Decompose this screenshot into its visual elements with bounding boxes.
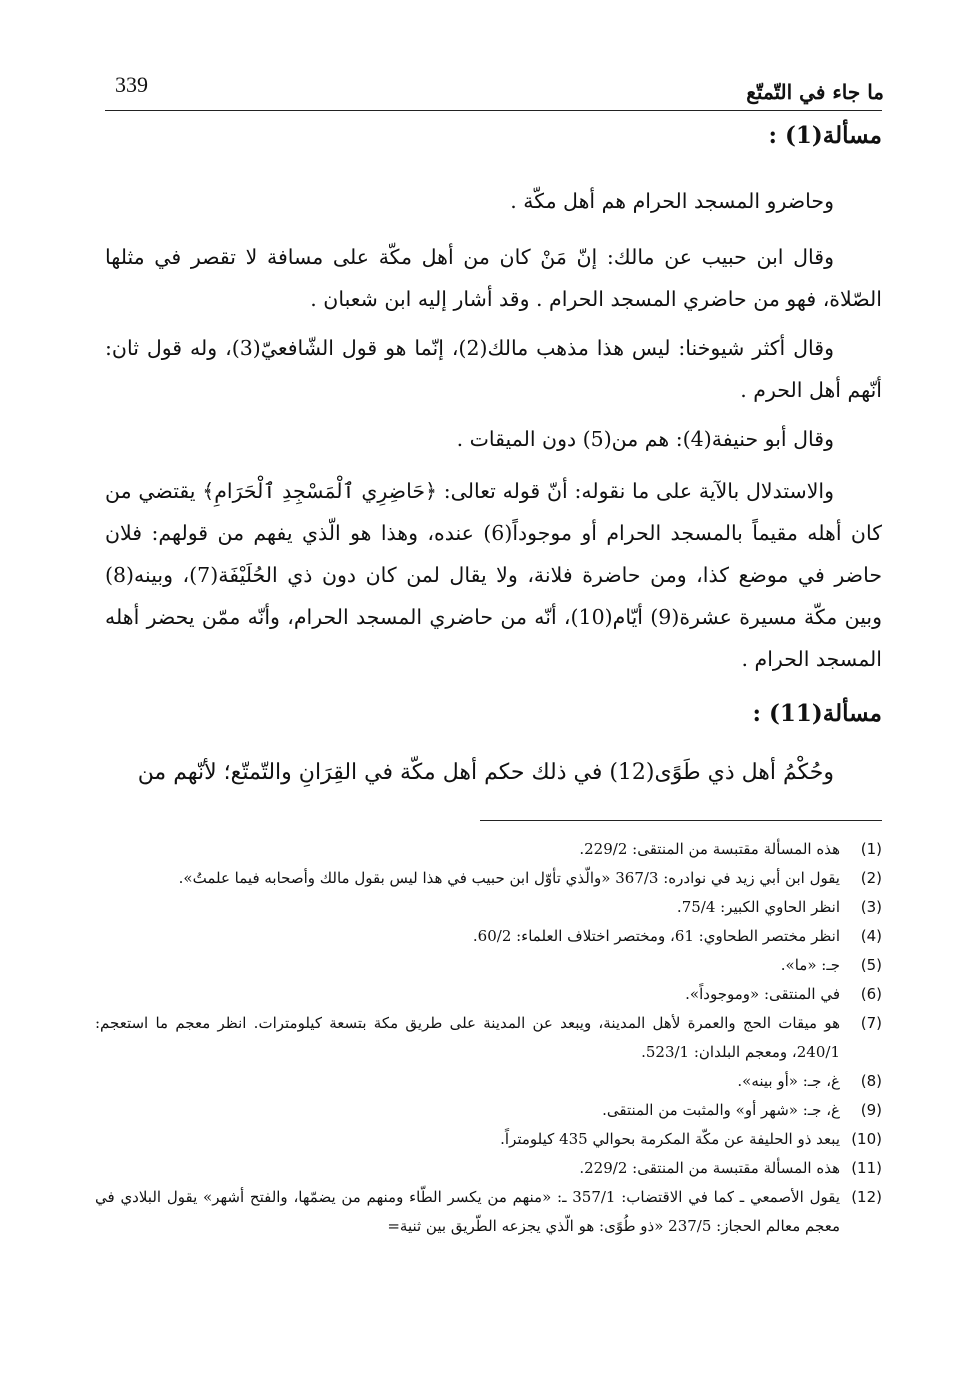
- footnote-text: يقول الأصمعي ـ كما في الاقتضاب: 357/1 ـ: «منهم من يكسر الطّاء ومنهم من يضمّها، والفتح أشهر» يقول البلادي في معجم معالم الحجاز: 237/5 «ذو طُوًى: هو الّذي يجزعه الطّريق بين ثنية=: [95, 1188, 840, 1235]
- footnote-text: انظر الحاوي الكبير: 75/4.: [676, 898, 840, 916]
- paragraph-text: وقال ابن حبيب عن مالك: إنّ مَنْ كان من أهل مكّة على مسافة لا تقصر في مثلها الصّلاة، فهو من حاضري المسجد الحرام . وقد أشار إليه ابن شعبان .: [105, 245, 882, 311]
- footnote-item: [95, 1009, 882, 1067]
- paragraph-6: [105, 752, 882, 794]
- footnote-text: هذه المسألة مقتبسة من المنتقى: 229/2.: [579, 1159, 840, 1177]
- paragraph-4: [105, 418, 882, 460]
- footnotes-list: [95, 835, 882, 1241]
- paragraph-5: [105, 470, 882, 680]
- footnote-text: غ، جـ: «أو بينه».: [737, 1072, 840, 1090]
- paragraph-text: وقال أكثر شيوخنا: ليس هذا مذهب مالك(2)، إنّما هو قول الشّافعيّ(3)، وله قول ثان: أنّهم أهل الحرم .: [105, 336, 882, 402]
- footnote-text: غ، جـ: «شهر أو» والمثبت من المنتقى.: [602, 1101, 840, 1119]
- section-heading-masala-1: [105, 122, 882, 149]
- footnote-text: جـ: «ما».: [780, 956, 840, 974]
- footnote-item: [95, 893, 882, 922]
- footnote-number: (11): [851, 1159, 882, 1177]
- footnote-item: [95, 835, 882, 864]
- footnote-item: [95, 1154, 882, 1183]
- header-divider: [105, 110, 882, 111]
- footnote-number: (12): [851, 1188, 882, 1206]
- footnote-item: [95, 864, 882, 893]
- footnote-number: (5): [860, 956, 882, 974]
- paragraph-2: [105, 236, 882, 320]
- footnote-item: [95, 1067, 882, 1096]
- footnote-number: (2): [860, 869, 882, 887]
- footnote-number: (10): [851, 1130, 882, 1148]
- paragraph-text: وحاضرو المسجد الحرام هم أهل مكّة .: [510, 189, 834, 213]
- footnote-item: [95, 1096, 882, 1125]
- footnote-text: يبعد ذو الحليفة عن مكّة المكرمة بحوالي 435 كيلومتراً.: [500, 1130, 840, 1148]
- footnote-divider: [480, 820, 882, 821]
- masala-heading: مسألة(11) :: [752, 700, 882, 727]
- footnote-number: (8): [860, 1072, 882, 1090]
- footnote-item: [95, 951, 882, 980]
- footnote-text: انظر مختصر الطحاوي: 61، ومختصر اختلاف العلماء: 60/2.: [472, 927, 840, 945]
- footnote-number: (9): [860, 1101, 882, 1119]
- footnote-text: هو ميقات الحج والعمرة لأهل المدينة، ويبعد عن المدينة على طريق مكة بتسعة كيلومترات. انظر معجم ما استعجم: 240/1، ومعجم البلدان: 523/1.: [95, 1014, 840, 1061]
- paragraph-3: [105, 327, 882, 411]
- footnote-number: (1): [860, 840, 882, 858]
- page-number: 339: [115, 72, 148, 97]
- footnote-text: يقول ابن أبي زيد في نوادره: 367/3 «والّذي تأوّل ابن حبيب في هذا ليس بقول مالك وأصحابه فيما علمتُ».: [178, 869, 840, 887]
- section-heading-masala-11: [105, 700, 882, 727]
- masala-heading: مسألة(1) :: [768, 122, 882, 149]
- footnote-number: (7): [860, 1014, 882, 1032]
- footnote-text: في المنتقى: «وموجوداً».: [685, 985, 840, 1003]
- footnote-number: (6): [860, 985, 882, 1003]
- paragraph-1: [105, 180, 882, 222]
- footnote-item: [95, 1125, 882, 1154]
- footnote-number: (4): [860, 927, 882, 945]
- footnote-item: [95, 980, 882, 1009]
- footnote-number: (3): [860, 898, 882, 916]
- paragraph-text: والاستدلال بالآية على ما نقوله: أنّ قوله تعالى: ﴿حَاضِرِي ٱلْمَسْجِدِ ٱلْحَرَامِ﴾ يقتضي من كان أهله مقيماً بالمسجد الحرام أو موجوداً(6) عنده، وهذا هو الّذي يفهم من قولهم: فلان حاضر في موضع كذا، ومن حاضرة فلانة، ولا يقال لمن كان دون ذي الحُلَيْفَة(7)، وبينه(8) وبين مكّة مسيرة عشرة(9) أيّام(10)، أنّه من حاضري المسجد الحرام، وأنّه ممّن يحضر أهله المسجد الحرام .: [105, 479, 882, 671]
- running-header-title: ما جاء في التّمتّع: [746, 80, 884, 104]
- footnote-item: [95, 922, 882, 951]
- paragraph-text: وحُكْمُ أهل ذي طَوًى(12) في ذلك حكم أهل مكّة في القِرَانِ والتّمتّع؛ لأنّهم من: [137, 760, 834, 785]
- footnote-text: هذه المسألة مقتبسة من المنتقى: 229/2.: [579, 840, 840, 858]
- footnote-item: [95, 1183, 882, 1241]
- paragraph-text: وقال أبو حنيفة(4): هم من(5) دون الميقات .: [456, 427, 834, 451]
